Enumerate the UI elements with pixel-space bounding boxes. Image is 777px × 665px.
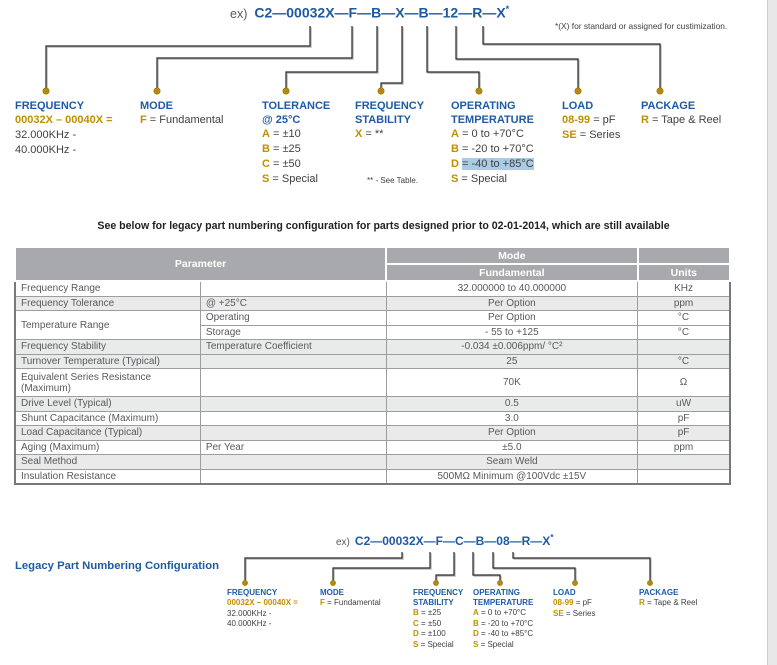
option-row — [140, 113, 223, 128]
specifications-table — [14, 246, 731, 485]
cell-parameter: Insulation Resistance — [15, 469, 200, 484]
cell-parameter: Frequency Tolerance — [15, 296, 200, 311]
option-row — [451, 172, 534, 187]
option-text: 40.000KHz - — [227, 619, 272, 628]
cell-condition: @ +25°C — [200, 296, 386, 311]
option-text: = 0 to +70°C — [458, 128, 524, 140]
option-text: C — [413, 618, 419, 628]
cell-parameter: Aging (Maximum) — [15, 440, 200, 455]
diagram-column — [355, 99, 424, 188]
option-row — [553, 598, 595, 609]
option-text: F — [140, 114, 147, 126]
option-text: X — [355, 128, 363, 140]
cell-value: 0.5 — [386, 397, 637, 412]
header-fundamental: Fundamental — [386, 264, 637, 281]
cell-value: Seam Weld — [386, 455, 637, 470]
option-row — [227, 609, 298, 620]
cell-value: ±5.0 — [386, 440, 637, 455]
example-prefix: ex) — [336, 537, 350, 548]
option-text: 00032X – 00040X = — [227, 598, 298, 607]
cell-condition — [200, 397, 386, 412]
option-text: = -20 to +70°C — [478, 618, 534, 628]
option-row — [320, 598, 381, 609]
cell-condition: Storage — [200, 325, 386, 340]
option-text: = Special — [478, 639, 514, 649]
cell-parameter: Shunt Capacitance (Maximum) — [15, 411, 200, 426]
option-text: B — [473, 618, 479, 628]
option-text: = ±100 — [418, 629, 446, 638]
option-row — [473, 608, 533, 619]
example-prefix: ex) — [230, 6, 248, 21]
option-text: S — [413, 639, 419, 649]
diagram-column — [553, 588, 595, 619]
cell-value: 32.000000 to 40.000000 — [386, 281, 637, 296]
customization-note: *(X) for standard or assigned for custimization. — [555, 21, 728, 31]
option-text: 32.000KHz - — [15, 129, 77, 141]
column-header: TOLERANCE — [262, 100, 331, 112]
option-row — [451, 157, 534, 172]
option-row — [641, 113, 721, 128]
cell-units: °C — [638, 354, 730, 369]
cell-units: Ω — [638, 369, 730, 397]
option-text: = -40 to +85°C — [478, 629, 534, 638]
cell-condition — [200, 455, 386, 470]
option-row — [639, 598, 697, 609]
connector-lines — [46, 26, 660, 89]
table-row — [15, 340, 730, 355]
option-text: 32.000KHz - — [227, 608, 272, 618]
option-text: A — [451, 128, 459, 140]
cell-condition — [200, 281, 386, 296]
diagram-column — [473, 588, 533, 650]
column-header: STABILITY — [413, 598, 454, 607]
diagram-column — [562, 99, 620, 143]
option-text: 40.000KHz - — [15, 144, 77, 156]
cell-units — [638, 340, 730, 355]
cell-parameter: Drive Level (Typical) — [15, 397, 200, 412]
cell-condition: Per Year — [200, 440, 386, 455]
cell-parameter: Turnover Temperature (Typical) — [15, 354, 200, 369]
table-row — [15, 369, 730, 397]
cell-value: 25 — [386, 354, 637, 369]
junction-dots — [242, 580, 652, 585]
diagram-column — [413, 588, 463, 650]
page-edge-strip — [767, 0, 777, 665]
table-row — [15, 296, 730, 311]
option-row — [562, 113, 620, 128]
option-text: = ±25 — [269, 143, 301, 155]
junction-dots — [43, 88, 663, 94]
cell-parameter: Temperature Range — [15, 311, 200, 340]
header-parameter: Parameter — [15, 247, 386, 281]
option-text: B — [413, 608, 419, 617]
option-row — [227, 598, 298, 609]
column-header: MODE — [320, 588, 344, 597]
diagram-column — [639, 588, 697, 609]
column-header: MODE — [140, 100, 173, 112]
column-header: PACKAGE — [639, 588, 679, 597]
column-header: FREQUENCY — [355, 100, 425, 112]
option-text: = ±50 — [418, 618, 442, 628]
option-text: D — [413, 629, 419, 638]
option-text: = Fundamental — [324, 598, 381, 607]
cell-condition — [200, 411, 386, 426]
option-row — [413, 608, 463, 619]
cell-units: °C — [638, 325, 730, 340]
option-text: SE — [562, 129, 577, 141]
option-text: = ** — [362, 128, 384, 140]
spec-table-head — [15, 247, 730, 281]
cell-value: - 55 to +125 — [386, 325, 637, 340]
column-header: LOAD — [562, 100, 594, 112]
connector-lines — [245, 552, 650, 582]
part-number-text: C2—00032X—F—B—X—B—12—R—X — [254, 4, 506, 21]
diagram-column — [451, 99, 534, 187]
header-units-spacer — [638, 247, 730, 264]
option-text: = -20 to +70°C — [458, 143, 534, 155]
legacy-section-title: Legacy Part Numbering Configuration — [15, 560, 219, 572]
column-header: OPERATING — [451, 100, 516, 112]
column-header: TEMPERATURE — [451, 114, 534, 126]
cell-value: Per Option — [386, 296, 637, 311]
cell-condition — [200, 354, 386, 369]
part-number-asterisk: * — [550, 533, 554, 542]
option-row — [227, 619, 298, 630]
option-text: = pF — [573, 598, 592, 607]
option-text: = ±50 — [269, 158, 301, 170]
part-number-asterisk: * — [505, 4, 510, 14]
option-text: D — [451, 158, 459, 170]
cell-units: ppm — [638, 296, 730, 311]
cell-parameter: Frequency Range — [15, 281, 200, 296]
option-text: 08-99 — [553, 598, 574, 607]
option-row — [451, 127, 534, 142]
cell-parameter: Equivalent Series Resistance (Maximum) — [15, 369, 200, 397]
option-text: B — [262, 143, 270, 155]
header-units: Units — [638, 264, 730, 281]
diagram-column — [320, 588, 381, 609]
table-row — [15, 397, 730, 412]
option-text: A — [262, 128, 270, 140]
option-row — [413, 629, 463, 640]
option-row — [473, 619, 533, 630]
part-number-text: C2—00032X—F—C—B—08—R—X — [354, 534, 551, 548]
connector-line-shadows — [246, 553, 651, 583]
column-header: TEMPERATURE — [473, 598, 534, 607]
column-header: STABILITY — [355, 114, 412, 126]
option-text: R — [641, 114, 649, 126]
cell-value: -0.034 ±0.006ppm/ °C² — [386, 340, 637, 355]
option-row — [473, 629, 533, 640]
option-text: B — [451, 143, 459, 155]
option-text: = ±25 — [418, 608, 442, 617]
table-row — [15, 440, 730, 455]
option-row — [262, 127, 330, 142]
connector-line-shadows — [47, 27, 661, 90]
option-row — [413, 640, 463, 651]
option-text: = Tape & Reel — [644, 598, 698, 607]
option-row — [451, 142, 534, 157]
diagram-column — [227, 588, 298, 630]
table-row — [15, 411, 730, 426]
cell-condition — [200, 469, 386, 484]
column-header: FREQUENCY — [227, 588, 278, 597]
option-text: S — [451, 173, 459, 185]
option-text: R — [639, 598, 645, 607]
column-header: @ 25°C — [262, 114, 301, 126]
diagram-column — [15, 99, 113, 158]
column-header: FREQUENCY — [15, 100, 85, 112]
cell-parameter: Load Capacitance (Typical) — [15, 426, 200, 441]
cell-value: 70K — [386, 369, 637, 397]
cell-parameter: Frequency Stability — [15, 340, 200, 355]
option-row — [15, 113, 113, 128]
cell-value: 3.0 — [386, 411, 637, 426]
cell-condition: Temperature Coefficient — [200, 340, 386, 355]
column-header: OPERATING — [473, 588, 520, 597]
option-text: 00032X – 00040X = — [15, 114, 113, 126]
diagram-column — [140, 99, 223, 128]
table-row — [15, 455, 730, 470]
option-text: = 0 to +70°C — [478, 608, 527, 617]
cell-value: 500MΩ Minimum @100Vdc ±15V — [386, 469, 637, 484]
table-row — [15, 469, 730, 484]
header-mode: Mode — [386, 247, 637, 264]
option-text: C — [262, 158, 270, 170]
cell-units: KHz — [638, 281, 730, 296]
table-row — [15, 426, 730, 441]
option-text: = Fundamental — [146, 114, 224, 126]
option-row — [262, 157, 330, 172]
option-text: = Special — [458, 173, 507, 185]
option-text: S — [473, 639, 479, 649]
option-text: = Series — [563, 608, 596, 618]
cell-units — [638, 455, 730, 470]
diagram-column — [641, 99, 721, 128]
option-text: = Special — [269, 173, 318, 185]
option-row — [15, 143, 113, 158]
table-reference-note: ** - See Table. — [367, 176, 418, 185]
option-text: = ±10 — [269, 128, 301, 140]
option-text: = Special — [418, 639, 454, 649]
cell-units — [638, 469, 730, 484]
diagram-column — [262, 99, 330, 187]
top-example-part-number — [230, 4, 509, 21]
column-header: PACKAGE — [641, 100, 696, 112]
cell-parameter: Seal Method — [15, 455, 200, 470]
option-text: = -40 to +85°C — [462, 158, 534, 170]
cell-condition: Operating — [200, 311, 386, 326]
option-text: 08-99 — [562, 114, 591, 126]
legacy-availability-note: See below for legacy part numbering configuration for parts designed prior to 02-01-2014, which are still available — [97, 220, 670, 232]
option-text: S — [262, 173, 270, 185]
column-header: LOAD — [553, 588, 576, 597]
option-row — [262, 172, 330, 187]
cell-units: ppm — [638, 440, 730, 455]
table-header-row — [15, 247, 730, 264]
cell-units: pF — [638, 426, 730, 441]
option-row — [15, 128, 113, 143]
table-row — [15, 281, 730, 296]
option-row — [262, 142, 330, 157]
spec-table-body — [15, 281, 730, 484]
table-row — [15, 311, 730, 326]
option-text: = Tape & Reel — [648, 114, 722, 126]
column-header: FREQUENCY — [413, 588, 464, 597]
option-row — [473, 640, 533, 651]
cell-units: °C — [638, 311, 730, 326]
option-text: SE — [553, 608, 564, 618]
cell-value: Per Option — [386, 311, 637, 326]
cell-units: uW — [638, 397, 730, 412]
cell-units: pF — [638, 411, 730, 426]
option-row — [553, 609, 595, 620]
option-text: A — [473, 608, 479, 617]
option-text: = pF — [590, 114, 616, 126]
table-row — [15, 354, 730, 369]
legacy-example-part-number — [336, 533, 553, 548]
option-text: F — [320, 598, 325, 607]
option-row — [355, 127, 424, 142]
cell-condition — [200, 369, 386, 397]
cell-condition — [200, 426, 386, 441]
option-text: = Series — [576, 129, 621, 141]
cell-value: Per Option — [386, 426, 637, 441]
option-text: D — [473, 629, 479, 638]
option-row — [562, 128, 620, 143]
option-row — [413, 619, 463, 630]
